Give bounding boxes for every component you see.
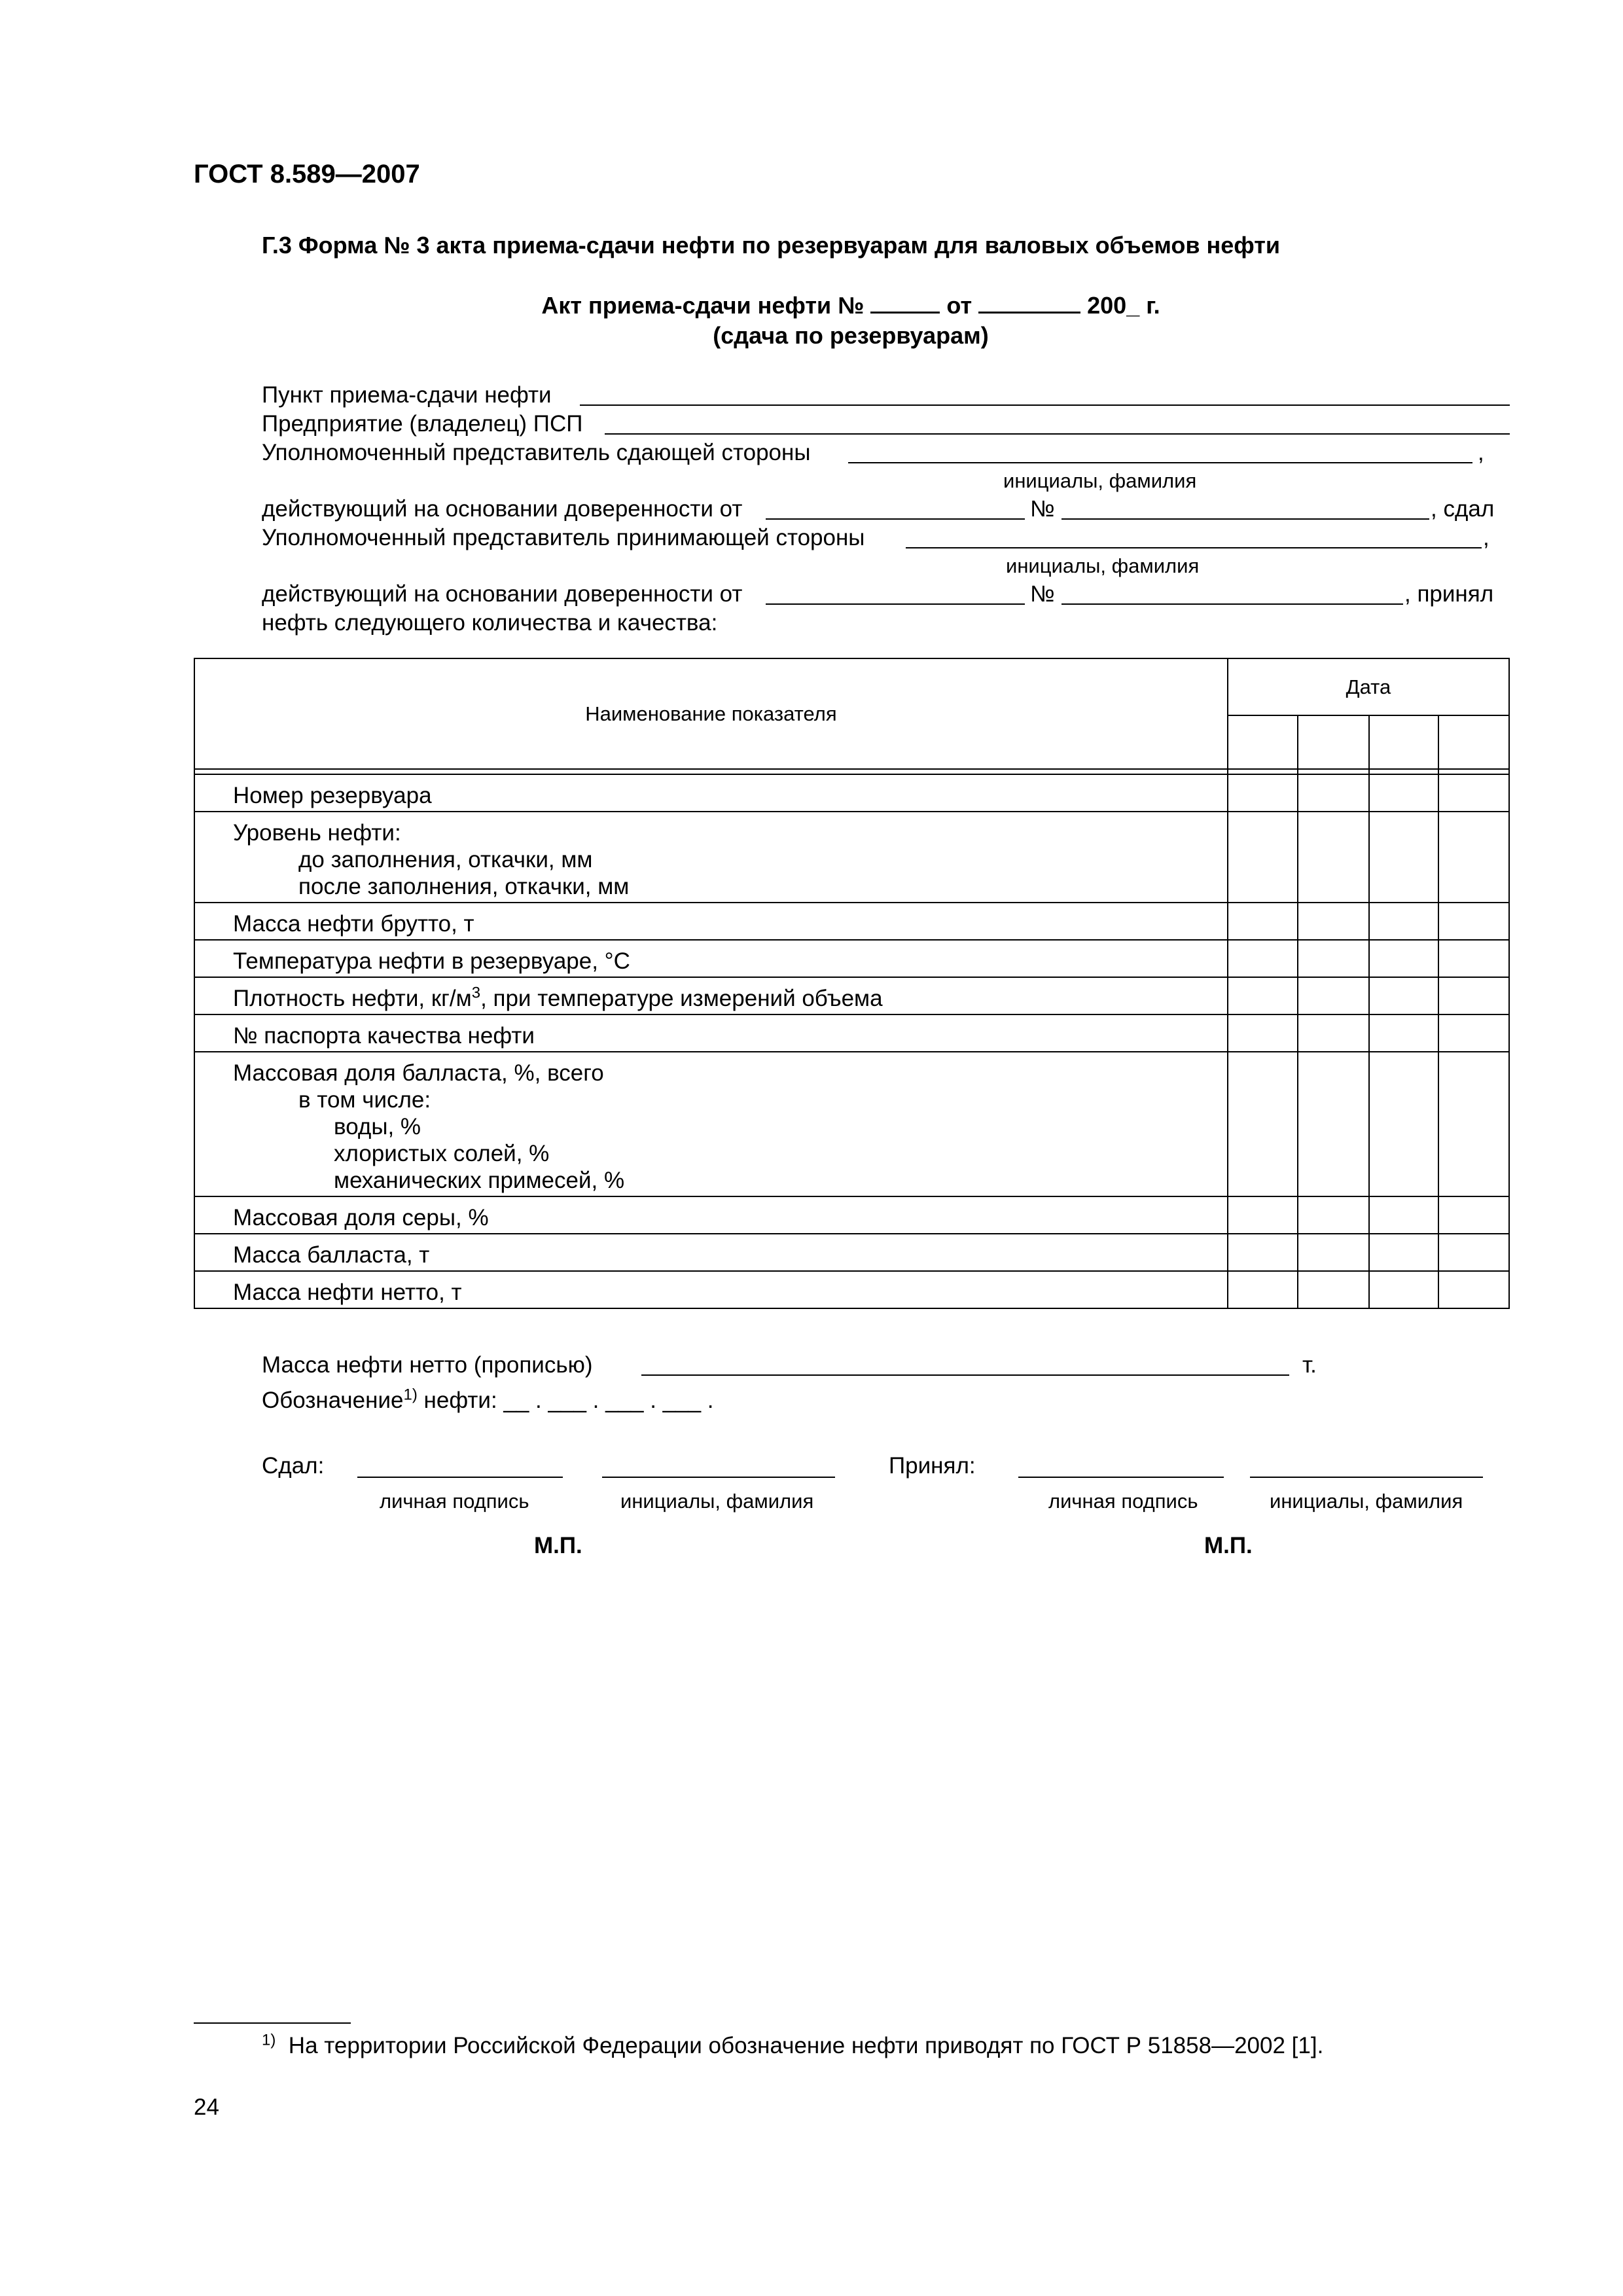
value-cell[interactable]: [1438, 1014, 1509, 1052]
table-row: [194, 903, 1509, 940]
indicator-ballast-mass: Масса балласта, т: [194, 1234, 1228, 1271]
table-separator-row: [194, 769, 1509, 774]
table-row: [194, 812, 1509, 903]
value-cell[interactable]: [1228, 940, 1298, 977]
value-cell[interactable]: [1298, 1014, 1369, 1052]
value-cell[interactable]: [1298, 1234, 1369, 1271]
table-row: [194, 1196, 1509, 1234]
indicator-density: Плотность нефти, $кг/м^3$, при температуре измерений объема: [194, 977, 1228, 1014]
received-initials-caption: инициалы, фамилия: [1270, 1490, 1463, 1513]
act-title: [0, 292, 1623, 319]
indicator-tank-number: Номер резервуара: [194, 774, 1228, 812]
value-cell[interactable]: [1438, 940, 1509, 977]
indicator-ballast-fraction: Массовая доля балласта, %, всего в том числе: воды, % хлористых солей, % механических примесей, %: [194, 1052, 1228, 1196]
value-cell[interactable]: [1369, 774, 1439, 812]
received-initials-line[interactable]: [1250, 1477, 1483, 1478]
table-row: [194, 977, 1509, 1014]
table-row: [194, 1234, 1509, 1271]
indicator-oil-level: Уровень нефти: до заполнения, откачки, мм после заполнения, откачки, мм: [194, 812, 1228, 903]
net-mass-words-line[interactable]: [641, 1374, 1289, 1376]
date-cell[interactable]: [1228, 715, 1298, 769]
net-mass-unit: т.: [1302, 1352, 1317, 1378]
net-mass-words-label: Масса нефти нетто (прописью): [262, 1352, 593, 1378]
gave-initials-caption: инициалы, фамилия: [620, 1490, 814, 1513]
act-from-word: от: [946, 292, 972, 319]
value-cell[interactable]: [1228, 812, 1298, 903]
table-row: [194, 1271, 1509, 1308]
value-cell[interactable]: [1369, 1052, 1439, 1196]
rep-deliver-caption: инициалы, фамилия: [1003, 469, 1197, 492]
accepted-end: , принял: [1404, 581, 1494, 607]
value-cell[interactable]: [1228, 1052, 1298, 1196]
date-cell[interactable]: [1369, 715, 1439, 769]
date-cell[interactable]: [1298, 715, 1369, 769]
indicator-sulfur-fraction: Массовая доля серы, %: [194, 1196, 1228, 1234]
rep-accept-label: Уполномоченный представитель принимающей стороны: [262, 525, 865, 550]
document-header: ГОСТ 8.589—2007: [194, 160, 420, 188]
rep-deliver-label: Уполномоченный представитель сдающей стороны: [262, 440, 811, 465]
table-row: [194, 774, 1509, 812]
value-cell[interactable]: [1438, 1196, 1509, 1234]
designation-pattern[interactable]: __ . ___ . ___ . ___ .: [503, 1388, 714, 1413]
value-cell[interactable]: [1369, 1234, 1439, 1271]
value-cell[interactable]: [1298, 1052, 1369, 1196]
act-year: 200_ г.: [1087, 292, 1160, 319]
designation-footnote-mark: 1): [403, 1386, 418, 1404]
value-cell[interactable]: [1369, 977, 1439, 1014]
header-date: Дата: [1228, 658, 1509, 715]
value-cell[interactable]: [1298, 903, 1369, 940]
value-cell[interactable]: [1228, 1014, 1298, 1052]
value-cell[interactable]: [1369, 1271, 1439, 1308]
acting-deliver-number-sign: №: [1030, 496, 1055, 522]
table-header-row: [194, 658, 1509, 715]
table-row: [194, 1014, 1509, 1052]
acting-deliver-label: действующий на основании доверенности от: [262, 496, 743, 522]
table-row: [194, 940, 1509, 977]
indicator-quality-passport: № паспорта качества нефти: [194, 1014, 1228, 1052]
received-signature-caption: личная подпись: [1048, 1490, 1198, 1513]
enterprise-label: Предприятие (владелец) ПСП: [262, 411, 583, 437]
value-cell[interactable]: [1298, 940, 1369, 977]
value-cell[interactable]: [1228, 1196, 1298, 1234]
rep-accept-comma: ,: [1483, 525, 1489, 550]
acting-deliver-number-line[interactable]: [1061, 518, 1429, 520]
value-cell[interactable]: [1438, 774, 1509, 812]
point-label: Пункт приема-сдачи нефти: [262, 382, 552, 408]
page-number: 24: [194, 2094, 219, 2120]
footnote-text: На территории Российской Федерации обозначение нефти приводят по ГОСТ Р 51858—2002 [1].: [288, 2033, 1324, 2058]
rep-accept-caption: инициалы, фамилия: [1006, 554, 1200, 577]
designation-label: Обозначение: [262, 1388, 404, 1413]
value-cell[interactable]: [1369, 1014, 1439, 1052]
value-cell[interactable]: [1228, 1271, 1298, 1308]
value-cell[interactable]: [1369, 940, 1439, 977]
received-signature-line[interactable]: [1018, 1477, 1224, 1478]
value-cell[interactable]: [1298, 812, 1369, 903]
footnote-rule: [194, 2022, 351, 2024]
value-cell[interactable]: [1438, 1234, 1509, 1271]
gave-seal: М.П.: [534, 1533, 582, 1558]
acting-accept-number-sign: №: [1030, 581, 1055, 607]
value-cell[interactable]: [1228, 903, 1298, 940]
received-seal: М.П.: [1204, 1533, 1253, 1558]
gave-initials-line[interactable]: [602, 1477, 835, 1478]
enterprise-line[interactable]: [605, 433, 1510, 435]
value-cell[interactable]: [1298, 977, 1369, 1014]
act-subtitle: (сдача по резервуарам): [713, 322, 989, 349]
acting-deliver-date-line[interactable]: [766, 518, 1025, 520]
delivered-end: , сдал: [1431, 496, 1495, 522]
value-cell[interactable]: [1298, 774, 1369, 812]
footnote-mark: 1): [262, 2031, 276, 2049]
table-row: [194, 1052, 1509, 1196]
value-cell[interactable]: [1438, 1271, 1509, 1308]
rep-accept-line[interactable]: [906, 547, 1482, 548]
oil-indicators-table: [194, 658, 1510, 1309]
value-cell[interactable]: [1369, 812, 1439, 903]
quantity-quality-label: нефть следующего количества и качества:: [262, 610, 718, 636]
value-cell[interactable]: [1438, 977, 1509, 1014]
received-label: Принял:: [889, 1453, 976, 1479]
point-line[interactable]: [580, 404, 1510, 406]
indicator-gross-mass: Масса нефти брутто, т: [194, 903, 1228, 940]
value-cell[interactable]: [1369, 1196, 1439, 1234]
value-cell[interactable]: [1438, 812, 1509, 903]
designation-label-end: нефти:: [417, 1388, 497, 1413]
gave-signature-caption: личная подпись: [380, 1490, 529, 1513]
gave-label: Сдал:: [262, 1453, 325, 1479]
designation-line: [262, 1388, 714, 1414]
indicator-temperature: Температура нефти в резервуаре, °С: [194, 940, 1228, 977]
indicator-net-mass: Масса нефти нетто, т: [194, 1271, 1228, 1308]
section-title: Г.3 Форма № 3 акта приема-сдачи нефти по резервуарам для валовых объемов нефти: [262, 232, 1281, 259]
act-title-prefix: Акт приема-сдачи нефти №: [541, 292, 865, 319]
value-cell[interactable]: [1228, 1234, 1298, 1271]
rep-deliver-line[interactable]: [848, 462, 1472, 463]
footnote: [262, 2033, 1323, 2059]
value-cell[interactable]: [1438, 1052, 1509, 1196]
value-cell[interactable]: [1369, 903, 1439, 940]
act-number-blank[interactable]: [870, 292, 940, 314]
acting-accept-date-line[interactable]: [766, 603, 1025, 605]
value-cell[interactable]: [1228, 774, 1298, 812]
act-date-blank[interactable]: [978, 292, 1080, 314]
value-cell[interactable]: [1298, 1271, 1369, 1308]
value-cell[interactable]: [1228, 977, 1298, 1014]
header-indicator-name: Наименование показателя: [194, 658, 1228, 769]
acting-accept-number-line[interactable]: [1061, 603, 1403, 605]
gave-signature-line[interactable]: [357, 1477, 563, 1478]
date-cell[interactable]: [1438, 715, 1509, 769]
value-cell[interactable]: [1438, 903, 1509, 940]
acting-accept-label: действующий на основании доверенности от: [262, 581, 743, 607]
value-cell[interactable]: [1298, 1196, 1369, 1234]
rep-deliver-comma: ,: [1478, 440, 1484, 465]
